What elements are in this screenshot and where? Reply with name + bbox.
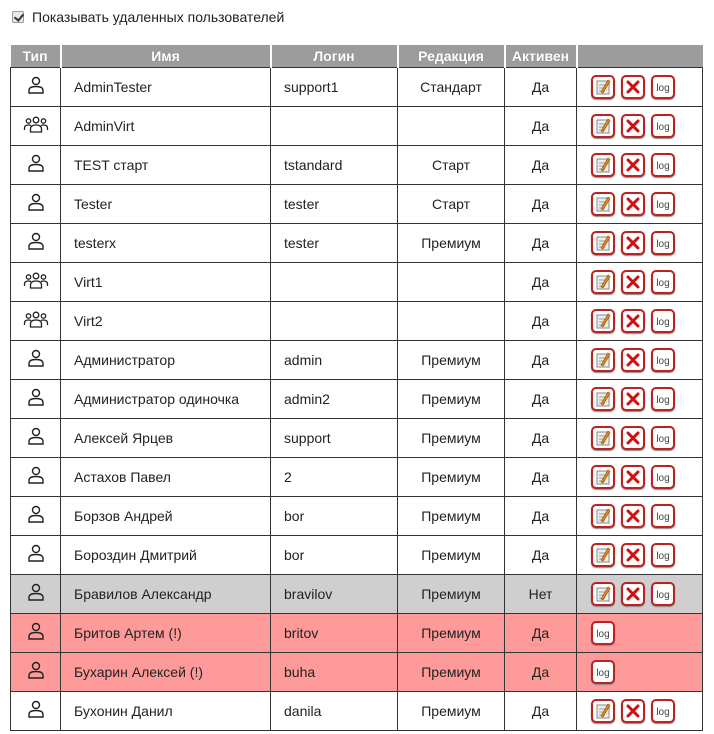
cell-active: Да [505, 107, 577, 146]
cell-name[interactable]: Бороздин Дмитрий [61, 536, 271, 575]
cell-name[interactable]: Virt2 [61, 302, 271, 341]
cell-type [11, 341, 61, 380]
group-icon [23, 114, 49, 139]
cell-login: britov [271, 614, 398, 653]
cell-active: Нет [505, 575, 577, 614]
cell-active: Да [505, 380, 577, 419]
cell-edition [398, 107, 505, 146]
cell-login: tester [271, 185, 398, 224]
table-row[interactable] [11, 458, 703, 497]
cell-active: Да [505, 497, 577, 536]
svg-text:log: log [656, 278, 670, 289]
svg-text:log: log [656, 122, 670, 133]
svg-text:log: log [656, 395, 670, 406]
delete-button[interactable] [621, 504, 645, 528]
cell-actions [577, 107, 703, 146]
cell-type [11, 692, 61, 731]
user-icon [25, 543, 47, 568]
table-row[interactable] [11, 575, 703, 614]
table-row[interactable] [11, 497, 703, 536]
cell-edition: Премиум [398, 224, 505, 263]
user-icon [25, 426, 47, 451]
svg-text:log: log [656, 590, 670, 601]
cell-active: Да [505, 536, 577, 575]
edit-button[interactable] [591, 192, 615, 216]
cell-edition: Премиум [398, 380, 505, 419]
cell-login: bor [271, 536, 398, 575]
edit-button[interactable] [591, 114, 615, 138]
cell-login: buha [271, 653, 398, 692]
cell-type [11, 458, 61, 497]
delete-button[interactable] [621, 582, 645, 606]
user-icon [25, 660, 47, 685]
delete-button[interactable] [621, 426, 645, 450]
cell-active: Да [505, 185, 577, 224]
cell-actions [577, 380, 703, 419]
cell-login: tester [271, 224, 398, 263]
cell-name[interactable]: Администратор одиночка [61, 380, 271, 419]
table-row[interactable] [11, 419, 703, 458]
cell-login [271, 107, 398, 146]
cell-type [11, 419, 61, 458]
table-row[interactable] [11, 692, 703, 731]
user-icon [25, 387, 47, 412]
cell-login: bravilov [271, 575, 398, 614]
show-deleted-toggle[interactable] [12, 6, 284, 28]
delete-button[interactable] [621, 309, 645, 333]
cell-name[interactable]: Астахов Павел [61, 458, 271, 497]
cell-type [11, 107, 61, 146]
delete-button[interactable] [621, 387, 645, 411]
log-button[interactable] [651, 699, 675, 723]
user-icon [25, 621, 47, 646]
col-active[interactable]: Активен [505, 45, 577, 68]
table-row[interactable] [11, 614, 703, 653]
cell-edition: Премиум [398, 653, 505, 692]
svg-text:log: log [656, 356, 670, 367]
cell-edition: Стандарт [398, 68, 505, 107]
table-row[interactable] [11, 341, 703, 380]
cell-type [11, 653, 61, 692]
delete-button[interactable] [621, 231, 645, 255]
edit-button[interactable] [591, 465, 615, 489]
svg-text:log: log [656, 707, 670, 718]
log-button[interactable] [651, 348, 675, 372]
cell-name[interactable]: AdminVirt [61, 107, 271, 146]
col-edition[interactable]: Редакция [398, 45, 505, 68]
cell-login: 2 [271, 458, 398, 497]
edit-button[interactable] [591, 231, 615, 255]
log-button[interactable] [591, 621, 615, 645]
cell-active: Да [505, 458, 577, 497]
user-icon [25, 231, 47, 256]
user-icon [25, 348, 47, 373]
cell-edition: Премиум [398, 575, 505, 614]
delete-button[interactable] [621, 465, 645, 489]
svg-text:log: log [656, 473, 670, 484]
user-icon [25, 699, 47, 724]
edit-button[interactable] [591, 387, 615, 411]
table-row[interactable] [11, 302, 703, 341]
user-icon [25, 582, 47, 607]
cell-name[interactable]: Virt1 [61, 263, 271, 302]
cell-actions [577, 341, 703, 380]
cell-active: Да [505, 341, 577, 380]
cell-name[interactable]: testerx [61, 224, 271, 263]
table-row[interactable] [11, 146, 703, 185]
group-icon [23, 309, 49, 334]
col-name[interactable]: Имя [61, 45, 271, 68]
cell-actions [577, 536, 703, 575]
cell-edition: Премиум [398, 614, 505, 653]
log-button[interactable] [651, 465, 675, 489]
table-row[interactable] [11, 68, 703, 107]
cell-active: Да [505, 653, 577, 692]
cell-active: Да [505, 68, 577, 107]
cell-login [271, 263, 398, 302]
delete-button[interactable] [621, 75, 645, 99]
edit-button[interactable] [591, 348, 615, 372]
show-deleted-checkbox[interactable] [12, 11, 24, 23]
cell-name[interactable]: Бритов Артем (!) [61, 614, 271, 653]
user-icon [25, 153, 47, 178]
cell-actions [577, 614, 703, 653]
cell-name[interactable]: Tester [61, 185, 271, 224]
cell-type [11, 614, 61, 653]
cell-type [11, 575, 61, 614]
cell-actions [577, 419, 703, 458]
log-button[interactable] [651, 504, 675, 528]
svg-text:log: log [656, 83, 670, 94]
cell-actions [577, 692, 703, 731]
log-button[interactable] [651, 114, 675, 138]
cell-edition: Премиум [398, 419, 505, 458]
cell-login: bor [271, 497, 398, 536]
col-type[interactable]: Тип [11, 45, 61, 68]
cell-edition: Премиум [398, 497, 505, 536]
cell-actions [577, 653, 703, 692]
cell-name[interactable]: Бравилов Александр [61, 575, 271, 614]
svg-text:log: log [596, 668, 610, 679]
cell-name[interactable]: Администратор [61, 341, 271, 380]
table-row[interactable] [11, 653, 703, 692]
cell-actions [577, 224, 703, 263]
table-row[interactable] [11, 185, 703, 224]
svg-text:log: log [656, 239, 670, 250]
delete-button[interactable] [621, 699, 645, 723]
log-button[interactable] [651, 153, 675, 177]
cell-active: Да [505, 263, 577, 302]
cell-login: admin [271, 341, 398, 380]
cell-login: support [271, 419, 398, 458]
cell-actions [577, 575, 703, 614]
cell-edition: Премиум [398, 692, 505, 731]
cell-login [271, 302, 398, 341]
cell-name[interactable]: TEST старт [61, 146, 271, 185]
user-icon [25, 465, 47, 490]
edit-button[interactable] [591, 543, 615, 567]
users-table [10, 45, 703, 731]
cell-login: support1 [271, 68, 398, 107]
cell-name[interactable]: Бухарин Алексей (!) [61, 653, 271, 692]
cell-active: Да [505, 419, 577, 458]
cell-login: admin2 [271, 380, 398, 419]
delete-button[interactable] [621, 270, 645, 294]
user-icon [25, 75, 47, 100]
log-button[interactable] [651, 582, 675, 606]
log-button[interactable] [651, 270, 675, 294]
table-row[interactable] [11, 107, 703, 146]
cell-type [11, 536, 61, 575]
cell-active: Да [505, 614, 577, 653]
delete-button[interactable] [621, 348, 645, 372]
edit-button[interactable] [591, 153, 615, 177]
svg-text:log: log [656, 317, 670, 328]
table-row[interactable] [11, 536, 703, 575]
cell-type [11, 302, 61, 341]
group-icon [23, 270, 49, 295]
cell-active: Да [505, 692, 577, 731]
log-button[interactable] [651, 543, 675, 567]
log-button[interactable] [651, 387, 675, 411]
svg-text:log: log [656, 512, 670, 523]
edit-button[interactable] [591, 270, 615, 294]
edit-button[interactable] [591, 75, 615, 99]
cell-active: Да [505, 146, 577, 185]
cell-name[interactable]: Алексей Ярцев [61, 419, 271, 458]
cell-actions [577, 185, 703, 224]
log-button[interactable] [651, 231, 675, 255]
col-login[interactable]: Логин [271, 45, 398, 68]
table-row[interactable] [11, 380, 703, 419]
cell-actions [577, 497, 703, 536]
edit-button[interactable] [591, 699, 615, 723]
col-actions [577, 45, 703, 68]
cell-edition [398, 263, 505, 302]
cell-actions [577, 146, 703, 185]
cell-name[interactable]: Бухонин Данил [61, 692, 271, 731]
cell-login: tstandard [271, 146, 398, 185]
cell-login: danila [271, 692, 398, 731]
edit-button[interactable] [591, 426, 615, 450]
cell-edition: Старт [398, 185, 505, 224]
cell-actions [577, 263, 703, 302]
delete-button[interactable] [621, 153, 645, 177]
cell-type [11, 185, 61, 224]
user-icon [25, 504, 47, 529]
cell-edition: Премиум [398, 341, 505, 380]
delete-button[interactable] [621, 114, 645, 138]
table-row[interactable] [11, 224, 703, 263]
edit-button[interactable] [591, 309, 615, 333]
cell-type [11, 380, 61, 419]
edit-button[interactable] [591, 504, 615, 528]
cell-actions [577, 302, 703, 341]
user-icon [25, 192, 47, 217]
cell-actions [577, 68, 703, 107]
cell-active: Да [505, 302, 577, 341]
cell-actions [577, 458, 703, 497]
svg-text:log: log [656, 434, 670, 445]
delete-button[interactable] [621, 543, 645, 567]
table-row[interactable] [11, 263, 703, 302]
cell-edition: Премиум [398, 458, 505, 497]
cell-name[interactable]: AdminTester [61, 68, 271, 107]
delete-button[interactable] [621, 192, 645, 216]
cell-edition [398, 302, 505, 341]
cell-active: Да [505, 224, 577, 263]
log-button[interactable] [651, 309, 675, 333]
svg-text:log: log [596, 629, 610, 640]
cell-type [11, 146, 61, 185]
log-button[interactable] [651, 75, 675, 99]
edit-button[interactable] [591, 582, 615, 606]
svg-text:log: log [656, 161, 670, 172]
log-button[interactable] [651, 426, 675, 450]
cell-type [11, 68, 61, 107]
cell-edition: Старт [398, 146, 505, 185]
show-deleted-label: Показывать удаленных пользователей [32, 9, 285, 25]
svg-text:log: log [656, 551, 670, 562]
cell-type [11, 263, 61, 302]
svg-text:log: log [656, 200, 670, 211]
cell-edition: Премиум [398, 536, 505, 575]
log-button[interactable] [651, 192, 675, 216]
cell-type [11, 497, 61, 536]
table-header [11, 45, 703, 68]
log-button[interactable] [591, 660, 615, 684]
cell-name[interactable]: Борзов Андрей [61, 497, 271, 536]
cell-type [11, 224, 61, 263]
